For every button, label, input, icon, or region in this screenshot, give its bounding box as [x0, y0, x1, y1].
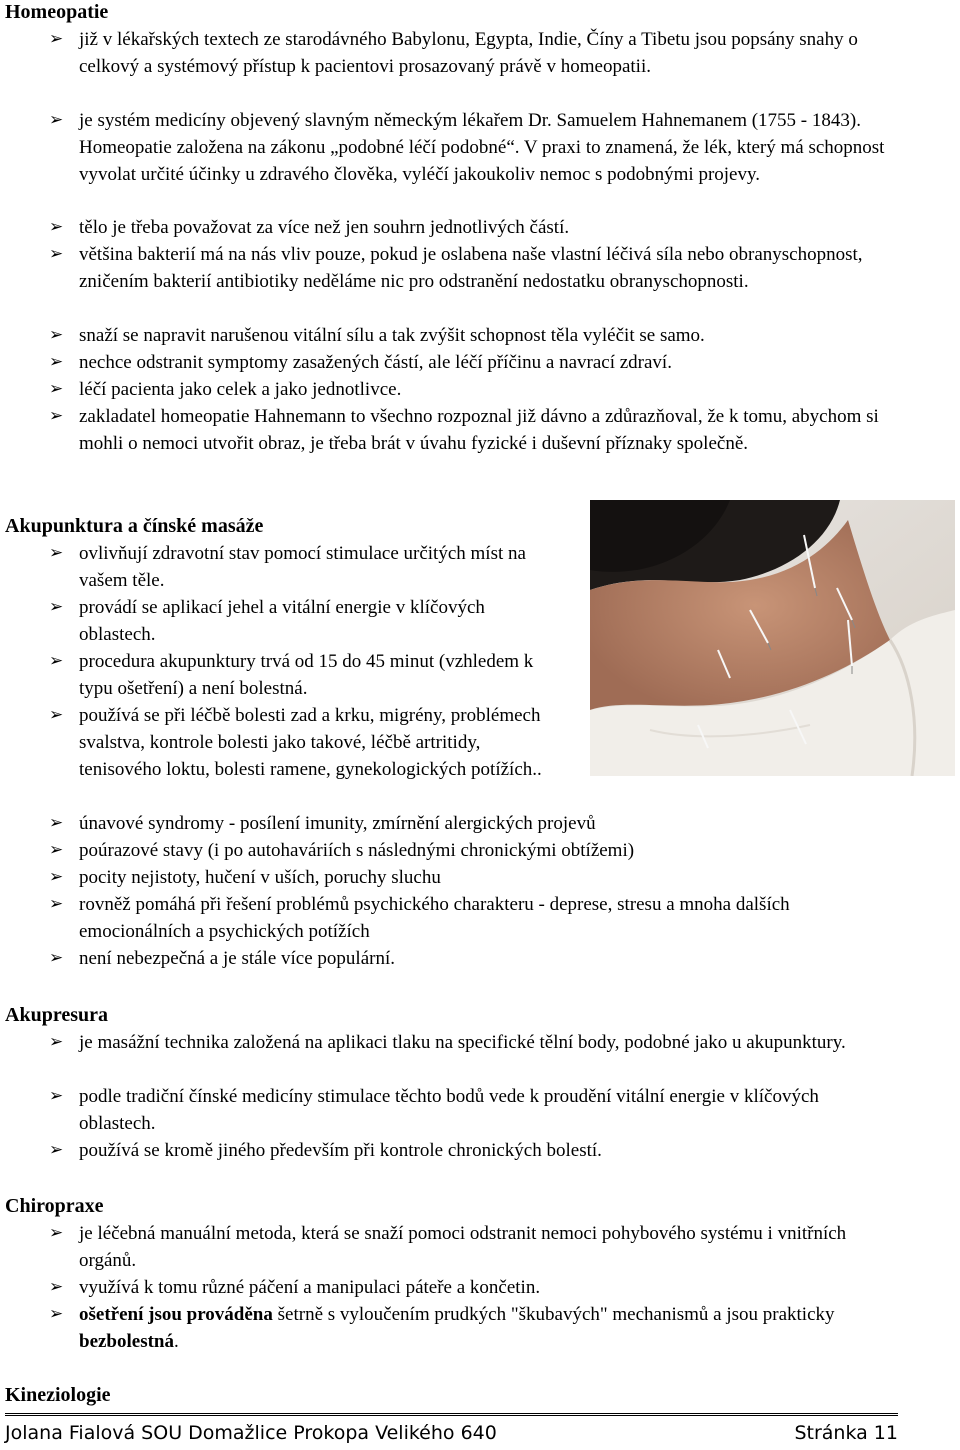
- page-number: Stránka 11: [794, 1422, 898, 1444]
- list-item: ➢ únavové syndromy - posílení imunity, zmírnění alergických projevů: [0, 810, 905, 837]
- arrow-bullet-icon: ➢: [49, 379, 64, 399]
- arrow-bullet-icon: ➢: [49, 597, 64, 617]
- arrow-bullet-icon: ➢: [49, 1304, 64, 1324]
- arrow-bullet-icon: ➢: [49, 894, 64, 914]
- arrow-bullet-icon: ➢: [49, 1086, 64, 1106]
- acupuncture-photo-illustration: [590, 500, 955, 776]
- list-item: ➢ léčí pacienta jako celek a jako jednotlivce.: [0, 376, 905, 403]
- list-item: ➢ používá se kromě jiného především při kontrole chronických bolestí.: [0, 1137, 890, 1164]
- arrow-bullet-icon: ➢: [49, 1032, 64, 1052]
- arrow-bullet-icon: ➢: [49, 813, 64, 833]
- arrow-bullet-icon: ➢: [49, 840, 64, 860]
- list-item: ➢ rovněž pomáhá při řešení problémů psychického charakteru - deprese, stresu a mnoha dalších emocionálních a psychických potížích: [0, 891, 894, 945]
- list-item: ➢ tělo je třeba považovat za více než jen souhrn jednotlivých částí.: [0, 214, 905, 241]
- list-item: ➢ využívá k tomu různé páčení a manipulaci páteře a končetin.: [0, 1274, 890, 1301]
- arrow-bullet-icon: ➢: [49, 651, 64, 671]
- list-chiropraxe: [0, 1220, 890, 1355]
- list-item: ➢ procedura akupunktury trvá od 15 do 45 minut (vzhledem k typu ošetření) a není bolestná.: [0, 648, 549, 702]
- arrow-bullet-icon: ➢: [49, 110, 64, 130]
- arrow-bullet-icon: ➢: [49, 543, 64, 563]
- list-item: ➢ většina bakterií má na nás vliv pouze, pokud je oslabena naše vlastní léčivá síla nebo obranyschopnost, zničením bakterií antibiotiky neděláme nic pro odstranění nedostatku obranyschopnosti.: [0, 241, 905, 322]
- heading-homeopatie: Homeopatie: [5, 1, 109, 23]
- list-item: ➢ není nebezpečná a je stále více populární.: [0, 945, 905, 972]
- list-item: ➢ provádí se aplikací jehel a vitální energie v klíčových oblastech.: [0, 594, 504, 648]
- arrow-bullet-icon: ➢: [49, 217, 64, 237]
- list-item: ➢ snaží se napravit narušenou vitální sílu a tak zvýšit schopnost těla vyléčit se samo.: [0, 322, 905, 349]
- arrow-bullet-icon: ➢: [49, 29, 64, 49]
- arrow-bullet-icon: ➢: [49, 705, 64, 725]
- footer-author: Jolana Fialová SOU Domažlice Prokopa Velikého 640: [5, 1422, 497, 1444]
- list-item: ➢ poúrazové stavy (i po autohaváriích s následnými chronickými obtížemi): [0, 837, 905, 864]
- arrow-bullet-icon: ➢: [49, 352, 64, 372]
- acupuncture-photo: [590, 500, 955, 776]
- arrow-bullet-icon: ➢: [49, 325, 64, 345]
- list-item: ➢ je masážní technika založená na aplikaci tlaku na specifické tělní body, podobné jako u akupunktury.: [0, 1029, 889, 1083]
- list-item: ➢ zakladatel homeopatie Hahnemann to všechno rozpoznal již dávno a zdůrazňoval, že k tomu, abychom si mohli o nemoci utvořit obraz, je třeba brát v úvahu fyzické i duševní příznaky společně.: [0, 403, 905, 484]
- arrow-bullet-icon: ➢: [49, 948, 64, 968]
- list-item: ➢ je systém medicíny objevený slavným německým lékařem Dr. Samuelem Hahnemanem (1755 - 1843). Homeopatie založena na zákonu „podobné léčí podobné“. V praxi to znamená, že lék, který má schopnost vyvolat určité účinky u zdravého člověka, vyléčí jakoukoliv nemoc s podobnými projevy.: [0, 107, 905, 214]
- arrow-bullet-icon: ➢: [49, 1277, 64, 1297]
- bold-phrase: bezbolestná: [79, 1331, 174, 1352]
- list-item: ➢ ošetření jsou prováděna šetrně s vyloučením prudkých "škubavých" mechanismů a jsou prakticky bezbolestná.: [0, 1301, 879, 1355]
- list-akupresura: [0, 1029, 890, 1164]
- list-item: ➢ používá se při léčbě bolesti zad a krku, migrény, problémech svalstva, kontrole bolesti jako takové, léčbě artritidy, tenisového loktu, bolesti ramene, gynekologických potížích..: [0, 702, 559, 810]
- list-item: ➢ ovlivňují zdravotní stav pomocí stimulace určitých míst na vašem těle.: [0, 540, 557, 594]
- arrow-bullet-icon: ➢: [49, 244, 64, 264]
- list-item: ➢ je léčebná manuální metoda, která se snaží pomoci odstranit nemoci pohybového systému i vnitřních orgánů.: [0, 1220, 879, 1274]
- list-item: ➢ nechce odstranit symptomy zasažených částí, ale léčí příčinu a navrací zdraví.: [0, 349, 905, 376]
- heading-kineziologie: Kineziologie: [5, 1384, 111, 1406]
- list-item: ➢ podle tradiční čínské medicíny stimulace těchto bodů vede k proudění vitální energie v klíčových oblastech.: [0, 1083, 889, 1137]
- list-item: ➢ pocity nejistoty, hučení v uších, poruchy sluchu: [0, 864, 905, 891]
- arrow-bullet-icon: ➢: [49, 406, 64, 426]
- heading-akupresura: Akupresura: [5, 1004, 108, 1026]
- arrow-bullet-icon: ➢: [49, 1223, 64, 1243]
- arrow-bullet-icon: ➢: [49, 867, 64, 887]
- bold-phrase: ošetření jsou prováděna: [79, 1304, 273, 1325]
- page-footer: [5, 1413, 898, 1450]
- heading-chiropraxe: Chiropraxe: [5, 1195, 104, 1217]
- list-item: ➢ již v lékařských textech ze starodávného Babylonu, Egypta, Indie, Číny a Tibetu jsou popsány snahy o celkový a systémový přístup k pacientovi prosazovaný právě v homeopatii.: [0, 26, 905, 107]
- list-homeopatie: [0, 26, 905, 484]
- arrow-bullet-icon: ➢: [49, 1140, 64, 1160]
- heading-akupunktura: Akupunktura a čínské masáže: [5, 515, 264, 537]
